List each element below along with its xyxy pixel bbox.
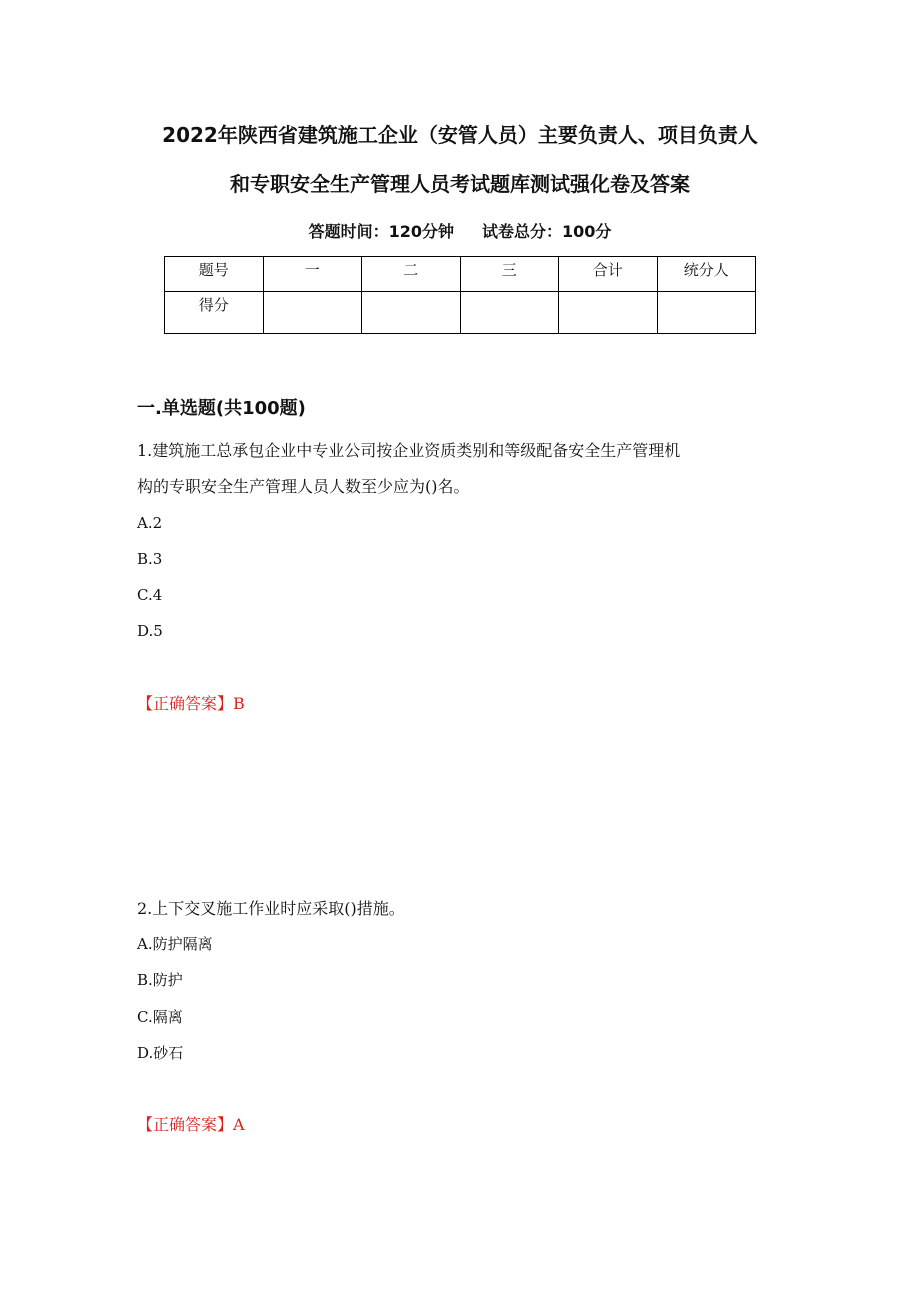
score-cell-empty xyxy=(460,292,559,334)
question-1-text-line-2: 构的专职安全生产管理人员人数至少应为()名。 xyxy=(137,477,470,496)
question-1-answer: 【正确答案】B xyxy=(137,694,245,713)
score-table-score-row xyxy=(165,292,756,334)
document-title-line-1: 2022年陕西省建筑施工企业（安管人员）主要负责人、项目负责人 xyxy=(162,123,758,147)
score-table-header-cell: 一 xyxy=(263,257,362,292)
score-cell-empty xyxy=(362,292,461,334)
exam-time: 答题时间：120分钟 xyxy=(308,222,454,241)
question-2-answer: 【正确答案】A xyxy=(137,1115,245,1134)
question-2-option-a: A.防护隔离 xyxy=(137,935,213,953)
score-cell-empty xyxy=(657,292,756,334)
score-table-header-cell: 合计 xyxy=(559,257,658,292)
question-1-text-line-1: 1.建筑施工总承包企业中专业公司按企业资质类别和等级配备安全生产管理机 xyxy=(137,441,681,460)
document-title-line-2: 和专职安全生产管理人员考试题库测试强化卷及答案 xyxy=(230,172,690,196)
question-1-option-b: B.3 xyxy=(137,550,163,568)
score-table-header-cell: 二 xyxy=(362,257,461,292)
score-table-header-cell: 统分人 xyxy=(657,257,756,292)
score-table-header-cell: 题号 xyxy=(165,257,264,292)
question-1-option-c: C.4 xyxy=(137,586,163,604)
exam-info xyxy=(60,220,860,244)
score-table xyxy=(164,256,756,334)
exam-total-score: 试卷总分：100分 xyxy=(482,222,612,241)
score-cell-empty xyxy=(559,292,658,334)
score-cell-empty xyxy=(263,292,362,334)
score-table-header-row xyxy=(165,257,756,292)
question-2-option-b: B.防护 xyxy=(137,971,183,989)
score-table-header-cell: 三 xyxy=(460,257,559,292)
question-1-option-a: A.2 xyxy=(137,514,163,532)
question-2-option-c: C.隔离 xyxy=(137,1008,183,1026)
question-1-option-d: D.5 xyxy=(137,622,163,640)
section-title: 一.单选题(共100题) xyxy=(137,398,306,419)
question-2-option-d: D.砂石 xyxy=(137,1044,184,1062)
score-row-label: 得分 xyxy=(165,292,264,334)
question-2-text-line-1: 2.上下交叉施工作业时应采取()措施。 xyxy=(137,899,405,918)
